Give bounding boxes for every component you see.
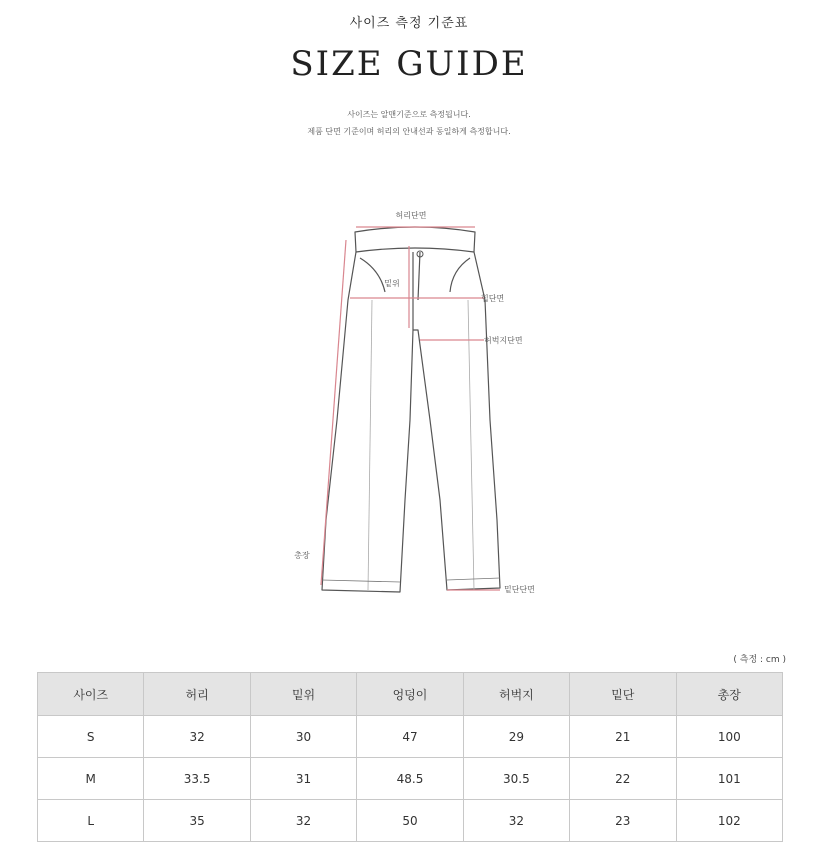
table-cell: 30.5 <box>463 758 569 800</box>
table-cell: 35 <box>144 800 250 842</box>
table-cell: 22 <box>570 758 676 800</box>
hem-label: 밑단단면 <box>504 585 535 594</box>
description-line-2: 제품 단면 기준이며 허리의 안내선과 동일하게 측정합니다. <box>307 127 511 136</box>
table-cell: M <box>38 758 144 800</box>
header-cell-thigh: 허벅지 <box>463 673 569 716</box>
header-cell-rise: 밑위 <box>250 673 356 716</box>
table-cell: 50 <box>357 800 463 842</box>
hip-label: 힙단면 <box>481 294 505 303</box>
table-cell: L <box>38 800 144 842</box>
table-cell: 100 <box>676 716 782 758</box>
length-line <box>321 240 346 585</box>
unit-note: ( 측정 : cm ) <box>733 655 786 665</box>
table-cell: 102 <box>676 800 782 842</box>
size-table <box>37 672 783 842</box>
table-cell: 33.5 <box>144 758 250 800</box>
rise-label: 밑위 <box>384 279 400 288</box>
header-cell-hip: 엉덩이 <box>357 673 463 716</box>
table-row <box>38 800 783 842</box>
table-header-row <box>38 673 783 716</box>
table-cell: S <box>38 716 144 758</box>
pants-outline <box>322 227 500 592</box>
table-row <box>38 716 783 758</box>
length-label: 총장 <box>294 551 310 560</box>
header-cell-length: 총장 <box>676 673 782 716</box>
description-line-1: 사이즈는 알맨기준으로 측정됩니다. <box>347 110 471 119</box>
page-subtitle: 사이즈 측정 기준표 <box>349 16 469 31</box>
table-cell: 21 <box>570 716 676 758</box>
table-row <box>38 758 783 800</box>
table-cell: 48.5 <box>357 758 463 800</box>
table-cell: 30 <box>250 716 356 758</box>
table-cell: 101 <box>676 758 782 800</box>
header-cell-size: 사이즈 <box>38 673 144 716</box>
table-cell: 29 <box>463 716 569 758</box>
table-cell: 47 <box>357 716 463 758</box>
waist-label: 허리단면 <box>395 211 427 220</box>
table-cell: 23 <box>570 800 676 842</box>
table-cell: 32 <box>250 800 356 842</box>
table-cell: 32 <box>144 716 250 758</box>
header-cell-waist: 허리 <box>144 673 250 716</box>
table-cell: 31 <box>250 758 356 800</box>
thigh-label: 허벅지단면 <box>484 336 523 345</box>
page-title: SIZE GUIDE <box>290 44 528 84</box>
header-cell-hem: 밑단 <box>570 673 676 716</box>
table-cell: 32 <box>463 800 569 842</box>
